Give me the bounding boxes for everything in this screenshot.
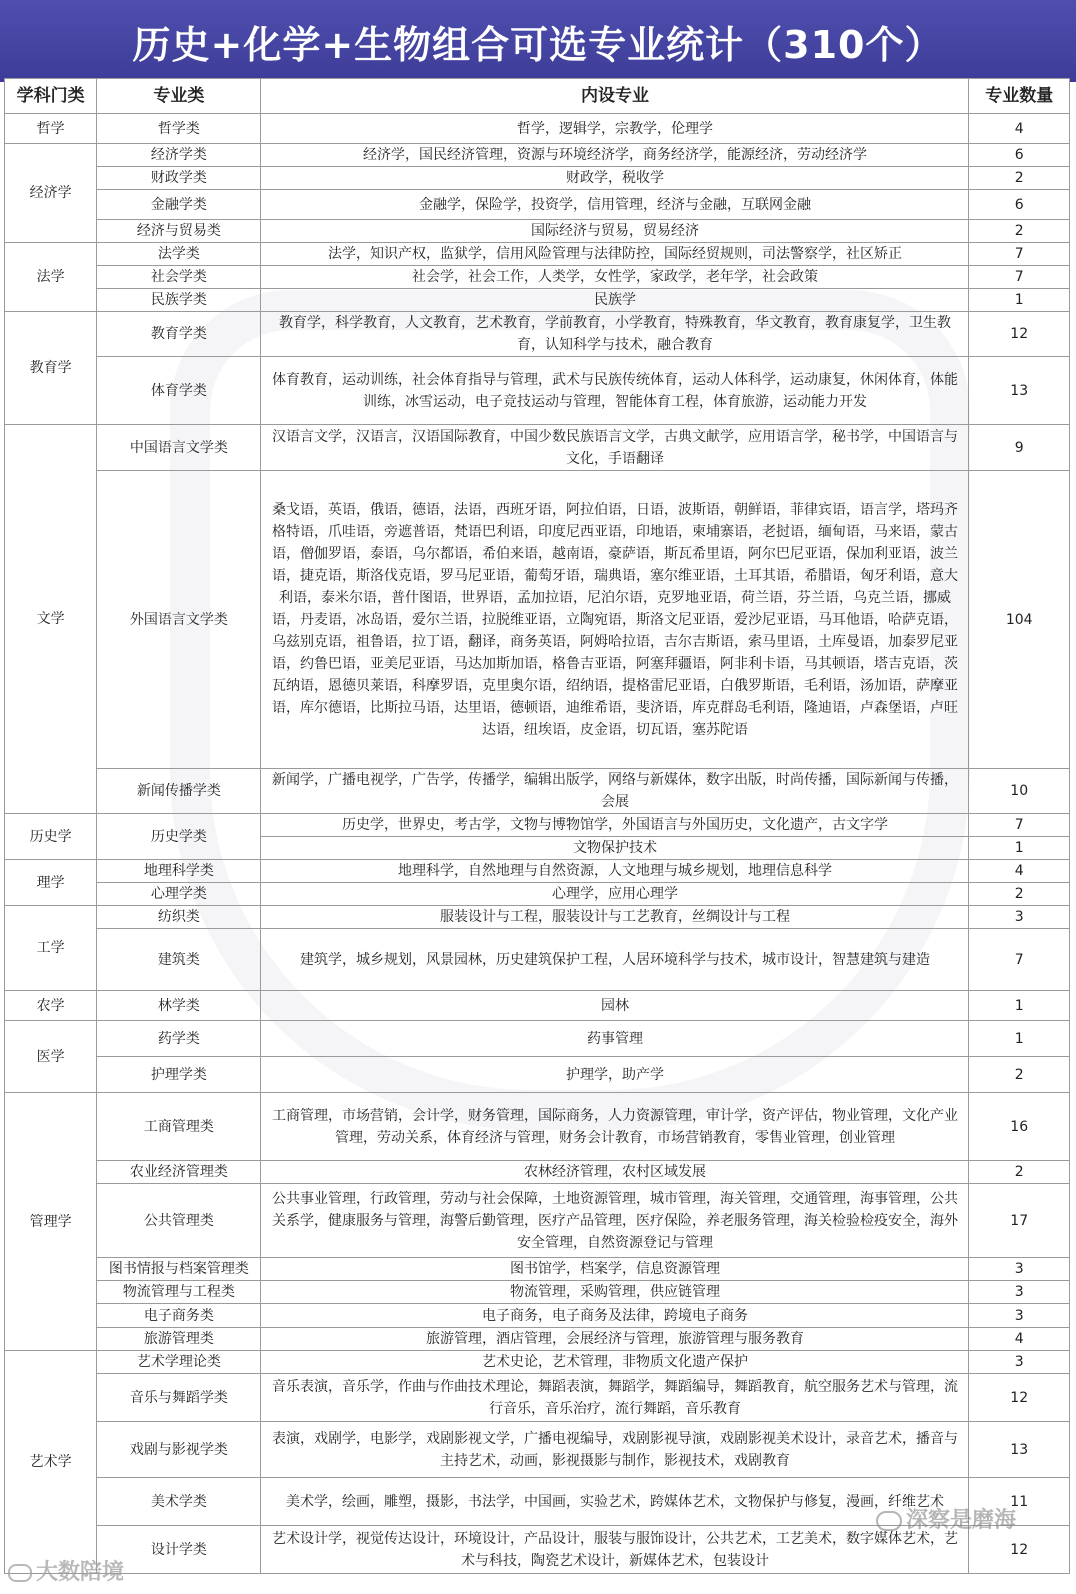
table-row — [5, 860, 1070, 883]
category-cell: 财政学类 — [97, 167, 261, 190]
count-cell: 4 — [969, 1328, 1070, 1351]
page-title: 历史+化学+生物组合可选专业统计（310个） — [0, 0, 1076, 82]
table-header-row — [5, 79, 1070, 114]
table-row — [5, 243, 1070, 266]
discipline-cell: 理学 — [5, 860, 97, 906]
discipline-cell: 法学 — [5, 243, 97, 312]
table-row — [5, 1351, 1070, 1374]
table-row — [5, 1281, 1070, 1304]
category-cell: 药学类 — [97, 1021, 261, 1057]
discipline-cell: 文学 — [5, 425, 97, 814]
majors-cell: 服装设计与工程，服装设计与工艺教育，丝绸设计与工程 — [261, 906, 969, 929]
category-cell: 中国语言文学类 — [97, 425, 261, 471]
table-row — [5, 814, 1070, 837]
category-cell: 艺术学理论类 — [97, 1351, 261, 1374]
table-row — [5, 220, 1070, 243]
discipline-cell: 哲学 — [5, 114, 97, 144]
table-row — [5, 769, 1070, 814]
discipline-cell: 医学 — [5, 1021, 97, 1093]
majors-cell: 旅游管理，酒店管理，会展经济与管理，旅游管理与服务教育 — [261, 1328, 969, 1351]
table-row — [5, 929, 1070, 991]
discipline-cell: 农学 — [5, 991, 97, 1021]
majors-cell: 图书馆学，档案学，信息资源管理 — [261, 1258, 969, 1281]
category-cell: 法学类 — [97, 243, 261, 266]
category-cell: 物流管理与工程类 — [97, 1281, 261, 1304]
count-cell: 13 — [969, 357, 1070, 425]
table-row — [5, 1184, 1070, 1258]
majors-cell: 艺术设计学，视觉传达设计，环境设计，产品设计，服装与服饰设计，公共艺术，工艺美术，数字媒体艺术，艺术与科技，陶瓷艺术设计，新媒体艺术，包装设计 — [261, 1526, 969, 1574]
majors-table — [4, 78, 1070, 1574]
majors-cell: 建筑学，城乡规划，风景园林，历史建筑保护工程，人居环境科学与技术，城市设计，智慧建筑与建造 — [261, 929, 969, 991]
table-row — [5, 883, 1070, 906]
category-cell: 旅游管理类 — [97, 1328, 261, 1351]
count-cell: 12 — [969, 1526, 1070, 1574]
count-cell: 1 — [969, 837, 1070, 860]
count-cell: 3 — [969, 906, 1070, 929]
count-cell: 2 — [969, 1161, 1070, 1184]
category-cell: 图书情报与档案管理类 — [97, 1258, 261, 1281]
discipline-cell: 历史学 — [5, 814, 97, 860]
header-category: 专业类 — [97, 79, 261, 114]
table-row — [5, 1057, 1070, 1093]
majors-cell: 药事管理 — [261, 1021, 969, 1057]
majors-cell: 体育教育，运动训练，社会体育指导与管理，武术与民族传统体育，运动人体科学，运动康复，休闲体育，体能训练，冰雪运动，电子竞技运动与管理，智能体育工程，体育旅游，运动能力开发 — [261, 357, 969, 425]
category-cell: 哲学类 — [97, 114, 261, 144]
logo-icon — [8, 1564, 32, 1582]
majors-cell: 财政学，税收学 — [261, 167, 969, 190]
category-cell: 经济学类 — [97, 144, 261, 167]
category-cell: 民族学类 — [97, 289, 261, 312]
count-cell: 6 — [969, 190, 1070, 220]
majors-cell: 国际经济与贸易，贸易经济 — [261, 220, 969, 243]
majors-cell: 哲学，逻辑学，宗教学，伦理学 — [261, 114, 969, 144]
count-cell: 9 — [969, 425, 1070, 471]
table-row — [5, 425, 1070, 471]
header-count: 专业数量 — [969, 79, 1070, 114]
wechat-icon — [876, 1511, 902, 1531]
category-cell: 护理学类 — [97, 1057, 261, 1093]
table-row — [5, 1304, 1070, 1328]
table-row — [5, 1258, 1070, 1281]
majors-cell: 文物保护技术 — [261, 837, 969, 860]
count-cell: 2 — [969, 1057, 1070, 1093]
majors-cell: 教育学，科学教育，人文教育，艺术教育，学前教育，小学教育，特殊教育，华文教育，教育康复学，卫生教育，认知科学与技术，融合教育 — [261, 312, 969, 357]
majors-cell: 音乐表演，音乐学，作曲与作曲技术理论，舞蹈表演，舞蹈学，舞蹈编导，舞蹈教育，航空服务艺术与管理，流行音乐，音乐治疗，流行舞蹈，音乐教育 — [261, 1374, 969, 1422]
count-cell: 2 — [969, 883, 1070, 906]
category-cell: 历史学类 — [97, 814, 261, 860]
majors-cell: 公共事业管理，行政管理，劳动与社会保障，土地资源管理，城市管理，海关管理，交通管理，海事管理，公共关系学，健康服务与管理，海警后勤管理，医疗产品管理，医疗保险，养老服务管理，海关检验检疫安全，海外安全管理，自然资源登记与管理 — [261, 1184, 969, 1258]
count-cell: 104 — [969, 471, 1070, 769]
category-cell: 心理学类 — [97, 883, 261, 906]
table-row — [5, 289, 1070, 312]
header-majors: 内设专业 — [261, 79, 969, 114]
table-row — [5, 1374, 1070, 1422]
majors-cell: 金融学，保险学，投资学，信用管理，经济与金融，互联网金融 — [261, 190, 969, 220]
category-cell: 新闻传播学类 — [97, 769, 261, 814]
majors-cell: 法学，知识产权，监狱学，信用风险管理与法律防控，国际经贸规则，司法警察学，社区矫正 — [261, 243, 969, 266]
table-row — [5, 991, 1070, 1021]
majors-cell: 历史学，世界史，考古学，文物与博物馆学，外国语言与外国历史，文化遗产，古文字学 — [261, 814, 969, 837]
majors-cell: 地理科学，自然地理与自然资源，人文地理与城乡规划，地理信息科学 — [261, 860, 969, 883]
count-cell: 7 — [969, 266, 1070, 289]
majors-cell: 物流管理，采购管理，供应链管理 — [261, 1281, 969, 1304]
discipline-cell: 教育学 — [5, 312, 97, 425]
majors-cell: 电子商务，电子商务及法律，跨境电子商务 — [261, 1304, 969, 1328]
majors-cell: 桑戈语，英语，俄语，德语，法语，西班牙语，阿拉伯语，日语，波斯语，朝鲜语，菲律宾语，语言学，塔玛齐格特语，爪哇语，旁遮普语，梵语巴利语，印度尼西亚语，印地语，柬埔寨语，老挝语，缅甸语，马来语，蒙古语，僧伽罗语，泰语，乌尔都语，希伯来语，越南语，豪萨语，斯瓦希里语，阿尔巴尼亚语，保加利亚语，波兰语，捷克语，斯洛伐克语，罗马尼亚语，葡萄牙语，瑞典语，塞尔维亚语，土耳其语，希腊语，匈牙利语，意大利语，泰米尔语，普什图语，世界语，孟加拉语，尼泊尔语，克罗地亚语，荷兰语，芬兰语，乌克兰语，挪威语，丹麦语，冰岛语，爱尔兰语，拉脱维亚语，立陶宛语，斯洛文尼亚语，爱沙尼亚语，马耳他语，哈萨克语，乌兹别克语，祖鲁语，拉丁语，翻译，商务英语，阿姆哈拉语，吉尔吉斯语，索马里语，土库曼语，加泰罗尼亚语，约鲁巴语，亚美尼亚语，马达加斯加语，格鲁吉亚语，阿塞拜疆语，阿非利卡语，马其顿语，塔吉克语，茨瓦纳语，恩德贝莱语，科摩罗语，克里奥尔语，绍纳语，提格雷尼亚语，白俄罗斯语，毛利语，汤加语，萨摩亚语，库尔德语，比斯拉马语，达里语，德顿语，迪维希语，斐济语，库克群岛毛利语，隆迪语，卢森堡语，卢旺达语，纽埃语，皮金语，切瓦语，塞苏陀语 — [261, 471, 969, 769]
watermark-right — [876, 1503, 1016, 1534]
majors-cell: 农林经济管理，农村区域发展 — [261, 1161, 969, 1184]
category-cell: 金融学类 — [97, 190, 261, 220]
majors-cell: 经济学，国民经济管理，资源与环境经济学，商务经济学，能源经济，劳动经济学 — [261, 144, 969, 167]
category-cell: 社会学类 — [97, 266, 261, 289]
watermark-left — [8, 1555, 124, 1586]
discipline-cell: 艺术学 — [5, 1351, 97, 1574]
count-cell: 3 — [969, 1281, 1070, 1304]
category-cell: 电子商务类 — [97, 1304, 261, 1328]
majors-cell: 汉语言文学，汉语言，汉语国际教育，中国少数民族语言文学，古典文献学，应用语言学，秘书学，中国语言与文化，手语翻译 — [261, 425, 969, 471]
header-discipline: 学科门类 — [5, 79, 97, 114]
count-cell: 16 — [969, 1093, 1070, 1161]
count-cell: 17 — [969, 1184, 1070, 1258]
count-cell: 2 — [969, 167, 1070, 190]
category-cell: 音乐与舞蹈学类 — [97, 1374, 261, 1422]
table-row — [5, 1093, 1070, 1161]
table-row — [5, 1328, 1070, 1351]
majors-cell: 表演，戏剧学，电影学，戏剧影视文学，广播电视编导，戏剧影视导演，戏剧影视美术设计，录音艺术，播音与主持艺术，动画，影视摄影与制作，影视技术，戏剧教育 — [261, 1422, 969, 1478]
discipline-cell: 经济学 — [5, 144, 97, 243]
count-cell: 12 — [969, 312, 1070, 357]
majors-cell: 心理学，应用心理学 — [261, 883, 969, 906]
majors-cell: 民族学 — [261, 289, 969, 312]
count-cell: 11 — [969, 1478, 1070, 1526]
category-cell: 建筑类 — [97, 929, 261, 991]
majors-cell: 艺术史论，艺术管理，非物质文化遗产保护 — [261, 1351, 969, 1374]
discipline-cell: 管理学 — [5, 1093, 97, 1351]
count-cell: 3 — [969, 1304, 1070, 1328]
count-cell: 7 — [969, 929, 1070, 991]
count-cell: 12 — [969, 1374, 1070, 1422]
table-row — [5, 1422, 1070, 1478]
count-cell: 2 — [969, 220, 1070, 243]
count-cell: 7 — [969, 243, 1070, 266]
watermark-left-text: 大数陪境 — [36, 1560, 125, 1585]
table-row — [5, 1161, 1070, 1184]
count-cell: 10 — [969, 769, 1070, 814]
discipline-cell: 工学 — [5, 906, 97, 991]
category-cell: 工商管理类 — [97, 1093, 261, 1161]
table-row — [5, 357, 1070, 425]
category-cell: 经济与贸易类 — [97, 220, 261, 243]
table-row — [5, 1021, 1070, 1057]
category-cell: 教育学类 — [97, 312, 261, 357]
category-cell: 纺织类 — [97, 906, 261, 929]
category-cell: 美术学类 — [97, 1478, 261, 1526]
count-cell: 4 — [969, 114, 1070, 144]
category-cell: 公共管理类 — [97, 1184, 261, 1258]
table-row — [5, 114, 1070, 144]
majors-cell: 美术学，绘画，雕塑，摄影，书法学，中国画，实验艺术，跨媒体艺术，文物保护与修复，漫画，纤维艺术 — [261, 1478, 969, 1526]
table-row — [5, 312, 1070, 357]
majors-cell: 社会学，社会工作，人类学，女性学，家政学，老年学，社会政策 — [261, 266, 969, 289]
category-cell: 外国语言文学类 — [97, 471, 261, 769]
count-cell: 4 — [969, 860, 1070, 883]
table-row — [5, 471, 1070, 769]
count-cell: 1 — [969, 1021, 1070, 1057]
table-row — [5, 266, 1070, 289]
watermark-right-text: 深察是磨海 — [905, 1508, 1016, 1533]
count-cell: 1 — [969, 289, 1070, 312]
category-cell: 农业经济管理类 — [97, 1161, 261, 1184]
count-cell: 3 — [969, 1351, 1070, 1374]
category-cell: 体育学类 — [97, 357, 261, 425]
majors-cell: 园林 — [261, 991, 969, 1021]
count-cell: 7 — [969, 814, 1070, 837]
count-cell: 13 — [969, 1422, 1070, 1478]
category-cell: 地理科学类 — [97, 860, 261, 883]
count-cell: 1 — [969, 991, 1070, 1021]
table-row — [5, 906, 1070, 929]
count-cell: 3 — [969, 1258, 1070, 1281]
table-row — [5, 190, 1070, 220]
category-cell: 戏剧与影视学类 — [97, 1422, 261, 1478]
table-row — [5, 167, 1070, 190]
table-row — [5, 144, 1070, 167]
table-body — [5, 114, 1070, 1574]
majors-cell: 工商管理，市场营销，会计学，财务管理，国际商务，人力资源管理，审计学，资产评估，物业管理，文化产业管理，劳动关系，体育经济与管理，财务会计教育，市场营销教育，零售业管理，创业管理 — [261, 1093, 969, 1161]
category-cell: 设计学类 — [97, 1526, 261, 1574]
category-cell: 林学类 — [97, 991, 261, 1021]
count-cell: 6 — [969, 144, 1070, 167]
majors-cell: 护理学，助产学 — [261, 1057, 969, 1093]
majors-cell: 新闻学，广播电视学，广告学，传播学，编辑出版学，网络与新媒体，数字出版，时尚传播，国际新闻与传播，会展 — [261, 769, 969, 814]
